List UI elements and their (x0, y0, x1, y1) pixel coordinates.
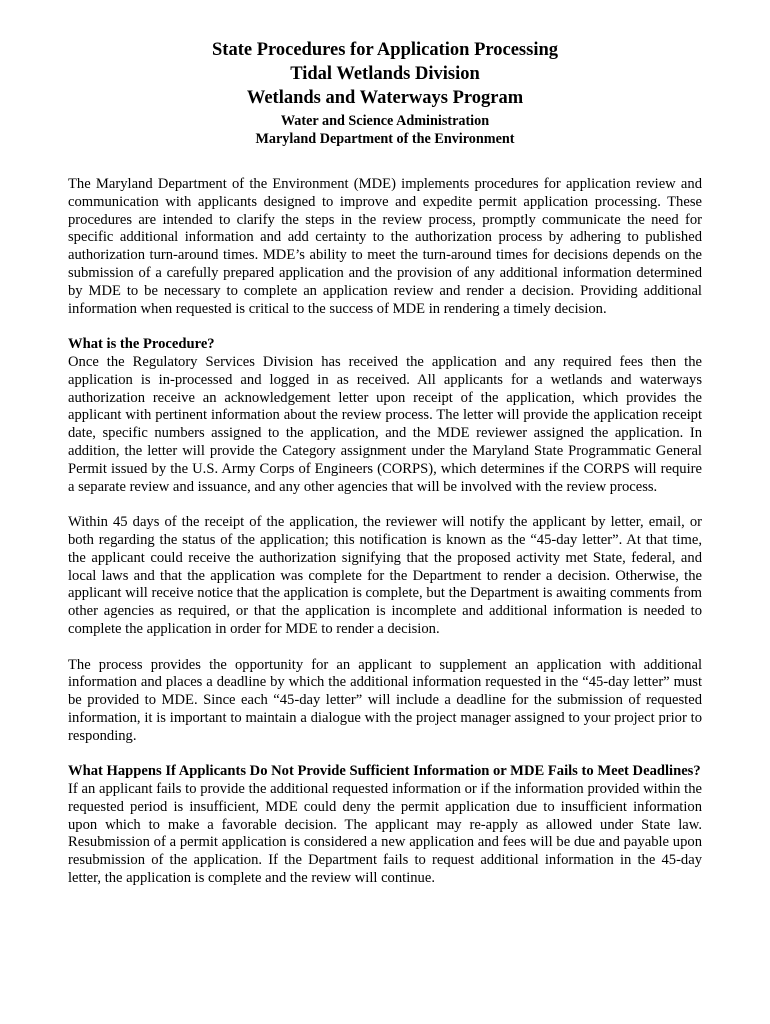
document-title: State Procedures for Application Processing (212, 40, 558, 60)
section-paragraph: Within 45 days of the receipt of the application, the reviewer will notify the applicant by letter, email, or both regarding the status of the application; this notification is known as the “45-day letter”. At that time, the applicant could receive the authorization signifying that the proposed activity met State, federal, and local laws and that the application was complete for the Department to render a decision. Otherwise, the applicant will receive notice that the application is complete, but the Department is awaiting comments from other agencies as required, or that the application is incomplete and additional information is needed to complete the application in order for MDE to render a decision. (68, 514, 702, 637)
title-block (68, 38, 702, 148)
document-page (68, 38, 702, 888)
program-title: Wetlands and Waterways Program (246, 88, 524, 108)
section-procedure (68, 336, 702, 745)
division-title: Tidal Wetlands Division (290, 64, 480, 84)
intro-paragraph: The Maryland Department of the Environment (MDE) implements procedures for application review and communication with applicants designed to improve and expedite permit application processing. These procedures are intended to clarify the steps in the review process, promptly communicate the need for specific additional information and add certainty to the authorization process by adhering to published authorization turn-around times. MDE’s ability to meet the turn-around times for decisions depends on the submission of a carefully prepared application and the provision of any additional information determined by MDE to be necessary to complete an application review and render a decision. Providing additional information when requested is critical to the success of MDE in rendering a timely decision. (68, 176, 702, 317)
administration-subtitle: Water and Science Administration (280, 113, 490, 129)
department-subtitle: Maryland Department of the Environment (255, 131, 515, 147)
section-paragraph: Once the Regulatory Services Division has received the application and any required fees then the application is in-processed and logged in as received. All applicants for a wetlands and waterways authorization receive an acknowledgement letter upon receipt of the application, which provides the applicant with pertinent information about the review process. The letter will provide the application receipt date, specific numbers assigned to the application, and the MDE reviewer assigned the application. In addition, the letter will provide the Category assignment under the Maryland State Programmatic General Permit issued by the U.S. Army Corps of Engineers (CORPS), which determines if the CORPS will require a separate review and issuance, and any other agencies that will be involved with the review process. (68, 353, 702, 495)
section-heading: What is the Procedure? (68, 336, 215, 353)
section-paragraph: The process provides the opportunity for an applicant to supplement an application with additional information and places a deadline by which the additional information requested in the “45-day letter” must be provided to MDE. Since each “45-day letter” will include a deadline for the submission of requested information, it is important to maintain a dialogue with the project manager assigned to your project prior to responding. (68, 656, 702, 744)
section-heading: What Happens If Applicants Do Not Provide Sufficient Information or MDE Fails to Meet Deadlines? (68, 763, 701, 780)
section-paragraph: If an applicant fails to provide the additional requested information or if the information provided within the requested period is insufficient, MDE could deny the permit application due to insufficient information upon which to make a favorable decision. The applicant may re-apply as allowed under State law. Resubmission of a permit application is considered a new application and fees will be due and payable upon resubmission of the application. If the Department fails to request additional information in the 45-day letter, the application is complete and the review will continue. (68, 781, 702, 887)
section-deadlines (68, 763, 702, 888)
